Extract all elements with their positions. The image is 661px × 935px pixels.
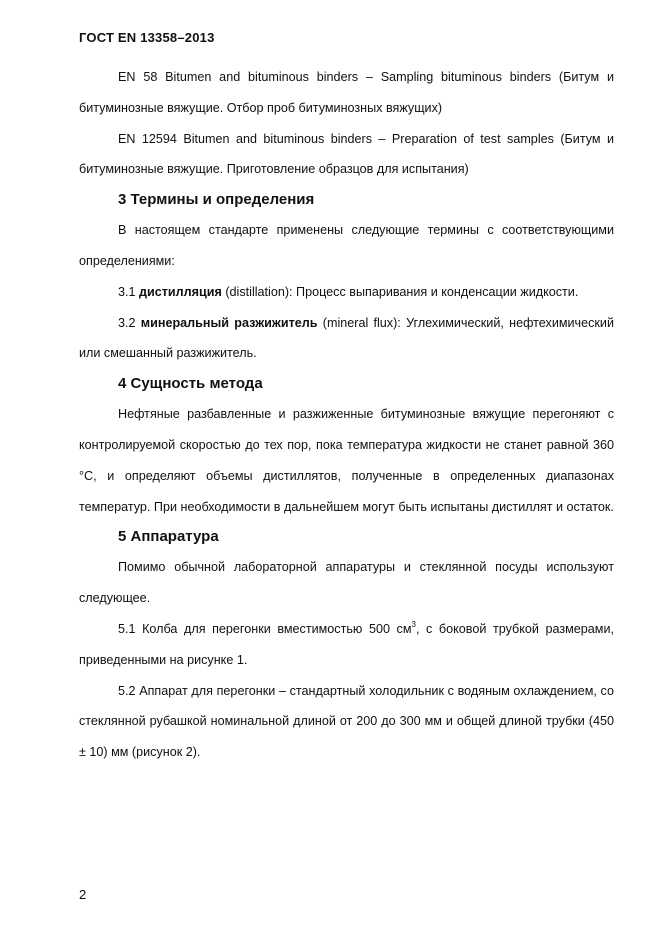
reference-en58: EN 58 Bitumen and bituminous binders – Sampling bituminous binders (Битум и битуминозные вяжущие. Отбор проб битуминозных вяжущих): [79, 70, 614, 115]
term-distillation: дистилляция: [139, 284, 222, 299]
section-4-text: Нефтяные разбавленные и разжиженные битуминозные вяжущие перегоняют с контролируемой скоростью до тех пор, пока температура жидкости не станет равной 360 °С, и определяют объемы дистиллятов, полученные в определенных диапазонах температур. При необходимости в дальнейшем могут быть испытаны дистиллят и остаток.: [79, 407, 614, 514]
reference-en12594: EN 12594 Bitumen and bituminous binders – Preparation of test samples (Битум и битуминозные вяжущие. Приготовление образцов для испытания): [79, 131, 614, 177]
document-header: ГОСТ EN 13358–2013: [79, 30, 215, 45]
item-5-1: 5.1 Колба для перегонки вместимостью 500 $см^3$, с боковой трубкой размерами, приведенными на рисунке 1.: [79, 619, 614, 667]
section-3-heading: 3 Термины и определения: [118, 191, 315, 209]
item-5-2: 5.2 Аппарат для перегонки – стандартный холодильник с водяным охлаждением, со стеклянной рубашкой номинальной длиной от 200 до 300 мм и общей длиной трубки (450 ± 10) мм (рисунок 2).: [79, 683, 614, 760]
term-mineral-flux: минеральный разжижитель: [140, 315, 318, 330]
section-5-intro: Помимо обычной лабораторной аппаратуры и стеклянной посуды используют следующее.: [79, 560, 614, 606]
section-5-heading: 5 Аппаратура: [118, 528, 219, 546]
term-3-2: 3.2 минеральный разжижитель (mineral flux): Углехимический, нефтехимический или смешанный разжижитель.: [79, 315, 614, 361]
term-3-1: 3.1 дистилляция (distillation): Процесс выпаривания и конденсации жидкости.: [118, 284, 579, 299]
section-3-intro: В настоящем стандарте применены следующие термины с соответствующими определениями:: [79, 223, 614, 268]
page-number: 2: [79, 887, 87, 902]
document-body: [79, 62, 614, 768]
section-4-heading: 4 Сущность метода: [118, 375, 263, 393]
